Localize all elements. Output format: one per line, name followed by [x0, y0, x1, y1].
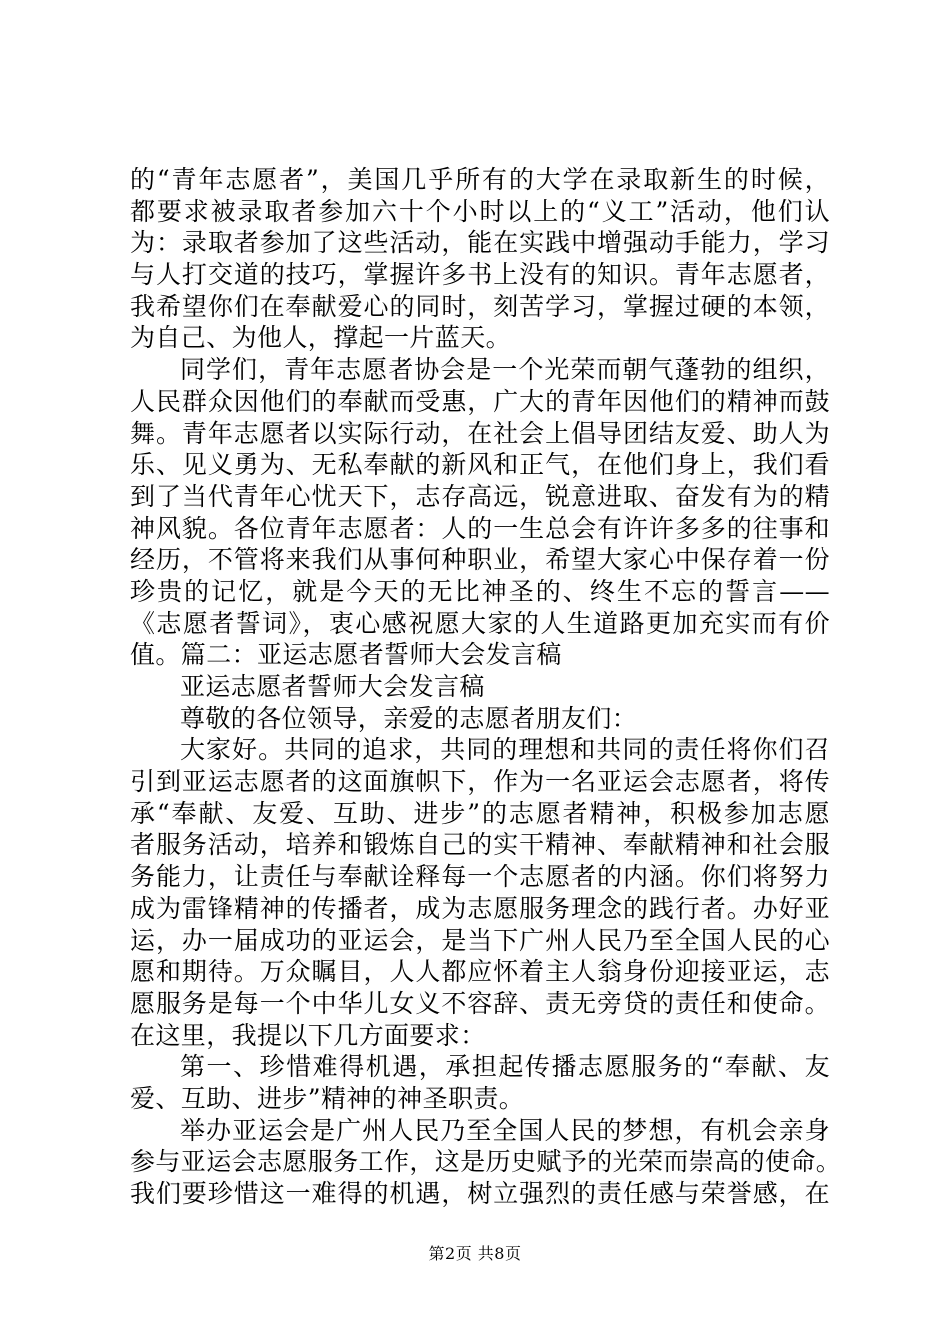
text-line: 我们要珍惜这一难得的机遇，树立强烈的责任感与荣誉感，在: [130, 1179, 830, 1208]
text-line: 爱、互助、进步”精神的神圣职责。: [130, 1083, 525, 1113]
text-line: 都要求被录取者参加六十个小时以上的“义工”活动，他们认: [130, 196, 830, 226]
text-line: 成为雷锋精神的传播者，成为志愿服务理念的践行者。办好亚: [130, 893, 830, 923]
text-line: 舞。青年志愿者以实际行动，在社会上倡导团结友爱、助人为: [130, 418, 830, 448]
text-line: 第一、珍惜难得机遇，承担起传播志愿服务的“奉献、友: [180, 1052, 830, 1082]
text-line: 运，办一届成功的亚运会，是当下广州人民乃至全国人民的心: [130, 925, 830, 955]
text-line: 到了当代青年心忧天下，志存高远，锐意进取、奋发有为的精: [130, 481, 830, 511]
text-line: 为自己、为他人，撑起一片蓝天。: [130, 323, 512, 353]
text-line: 的“青年志愿者”，美国几乎所有的大学在录取新生的时候，: [130, 165, 830, 194]
page-number-footer: 第2页 共8页: [428, 1244, 522, 1263]
text-line: 参与亚运会志愿服务工作，这是历史赋予的光荣而崇高的使命。: [130, 1147, 842, 1177]
text-line: 同学们，青年志愿者协会是一个光荣而朝气蓬勃的组织，: [180, 355, 830, 385]
text-line: 乐、见义勇为、无私奉献的新风和正气，在他们身上，我们看: [130, 450, 830, 480]
text-line: 在这里，我提以下几方面要求：: [130, 1020, 486, 1050]
text-line: 承“奉献、友爱、互助、进步”的志愿者精神，积极参加志愿: [130, 798, 830, 828]
text-line: 引到亚运志愿者的这面旗帜下，作为一名亚运会志愿者，将传: [130, 767, 830, 797]
document-body: [130, 164, 842, 1210]
text-line: 务能力，让责任与奉献诠释每一个志愿者的内涵。你们将努力: [130, 862, 830, 892]
text-line: 经历，不管将来我们从事何种职业，希望大家心中保存着一份: [130, 545, 830, 575]
section-title: 亚运志愿者誓师大会发言稿: [180, 672, 485, 701]
text-line: 愿服务是每一个中华儿女义不容辞、责无旁贷的责任和使命。: [130, 988, 830, 1018]
text-line: 我希望你们在奉献爱心的同时，刻苦学习，掌握过硬的本领，: [130, 291, 830, 321]
text-line: 值。篇二：亚运志愿者誓师大会发言稿: [130, 640, 562, 670]
text-line: 人民群众因他们的奉献而受惠，广大的青年因他们的精神而鼓: [130, 386, 830, 416]
text-line: 《志愿者誓词》，衷心感祝愿大家的人生道路更加充实而有价: [130, 608, 830, 638]
text-line: 者服务活动，培养和锻炼自己的实干精神、奉献精神和社会服: [130, 830, 830, 860]
text-line: 为：录取者参加了这些活动，能在实践中增强动手能力，学习: [130, 228, 830, 258]
salutation: 尊敬的各位领导，亲爱的志愿者朋友们：: [180, 703, 638, 733]
text-line: 神风貌。各位青年志愿者：人的一生总会有许许多多的往事和: [130, 513, 830, 543]
text-line: 珍贵的记忆，就是今天的无比神圣的、终生不忘的誓言——: [130, 576, 830, 606]
text-line: 大家好。共同的追求，共同的理想和共同的责任将你们召: [180, 735, 830, 765]
text-line: 举办亚运会是广州人民乃至全国人民的梦想，有机会亲身: [180, 1115, 830, 1145]
text-line: 愿和期待。万众瞩目，人人都应怀着主人翁身份迎接亚运，志: [130, 957, 830, 987]
text-line: 与人打交道的技巧，掌握许多书上没有的知识。青年志愿者，: [130, 260, 830, 290]
